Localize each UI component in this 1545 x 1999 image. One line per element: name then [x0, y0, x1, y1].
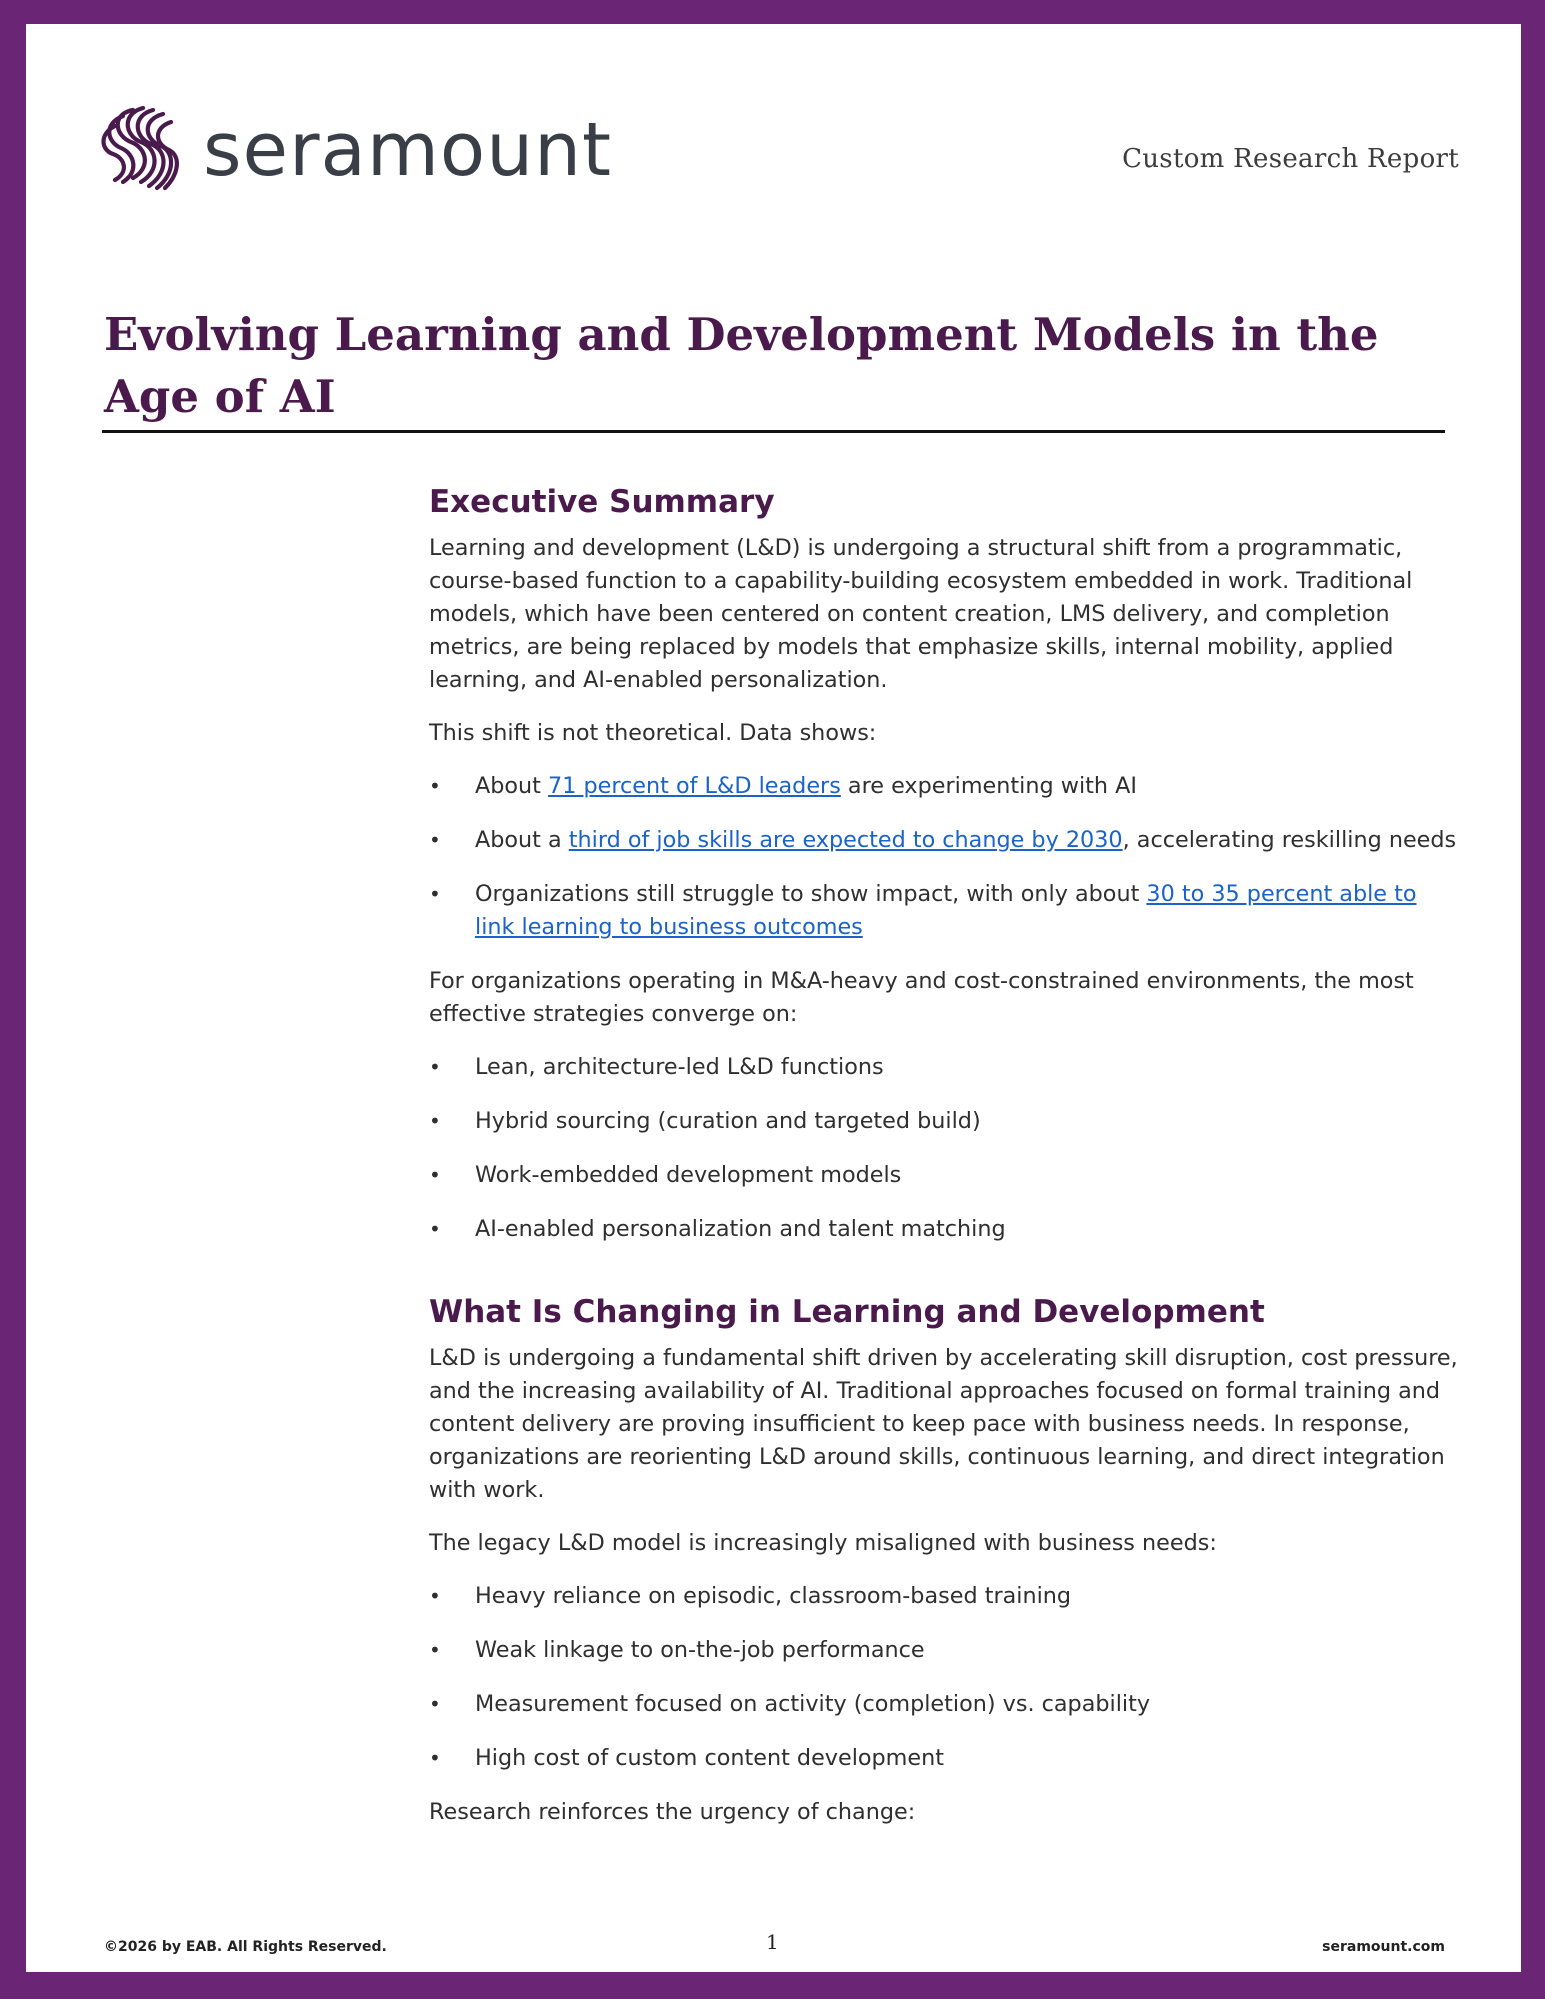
bullet-icon: •: [429, 1692, 441, 1716]
list-item: • AI-enabled personalization and talent matching: [429, 1213, 1459, 1246]
data-points-list: [429, 770, 1459, 944]
list-item: • About a third of job skills are expected to change by 2030, accelerating reskilling needs: [429, 824, 1459, 857]
bullet-icon: •: [429, 1746, 441, 1770]
stat-link-business-outcomes[interactable]: 30 to 35 percent able to link learning to business outcomes: [475, 881, 1417, 940]
list-item: • Heavy reliance on episodic, classroom-based training: [429, 1580, 1459, 1613]
data-intro-paragraph: This shift is not theoretical. Data shows:: [429, 720, 877, 746]
stat-link-ai-experimenting[interactable]: 71 percent of L&D leaders: [548, 773, 841, 799]
list-item: • Lean, architecture-led L&D functions: [429, 1051, 1459, 1084]
bullet-icon: •: [429, 1638, 441, 1662]
bullet-icon: •: [429, 1584, 441, 1608]
footer-copyright: ©2026 by EAB. All Rights Reserved.: [104, 1939, 387, 1955]
bullet-icon: •: [429, 774, 441, 798]
legacy-issues-list: [429, 1580, 1459, 1775]
footer-website: seramount.com: [1322, 1939, 1445, 1955]
list-item: • Hybrid sourcing (curation and targeted build): [429, 1105, 1459, 1138]
legacy-model-intro-paragraph: The legacy L&D model is increasingly misaligned with business needs:: [429, 1530, 1217, 1556]
document-title: Evolving Learning and Development Models in the Age of AI: [104, 308, 1379, 423]
list-item: • Measurement focused on activity (completion) vs. capability: [429, 1688, 1459, 1721]
list-item: • Weak linkage to on-the-job performance: [429, 1634, 1459, 1667]
stat-link-job-skills-change[interactable]: third of job skills are expected to change by 2030: [568, 827, 1123, 853]
brand-name: seramount: [203, 107, 613, 193]
strategies-intro-paragraph: For organizations operating in M&A-heavy and cost-constrained environments, the most effective strategies converge on:: [429, 968, 1414, 1027]
bullet-icon: •: [429, 1055, 441, 1079]
list-item: • Organizations still struggle to show impact, with only about 30 to 35 percent able to link learning to business outcomes: [429, 878, 1459, 944]
bullet-icon: •: [429, 882, 441, 906]
list-item: • High cost of custom content development: [429, 1742, 1459, 1775]
bullet-icon: •: [429, 1109, 441, 1133]
changing-section-heading: What Is Changing in Learning and Development: [429, 1294, 1265, 1330]
research-urgency-paragraph: Research reinforces the urgency of change:: [429, 1799, 916, 1825]
changing-section-paragraph: L&D is undergoing a fundamental shift driven by accelerating skill disruption, cost pressure, and the increasing availability of AI. Traditional approaches focused on formal training and content delivery are proving insufficient to keep pace with business needs. In response, organizations are reorienting L&D around skills, continuous learning, and direct integration with work.: [429, 1345, 1458, 1503]
list-item: • Work-embedded development models: [429, 1159, 1459, 1192]
brand-logo: [93, 90, 612, 210]
bullet-icon: •: [429, 1163, 441, 1187]
page-number: 1: [766, 1930, 779, 1954]
report-type-label: Custom Research Report: [1122, 144, 1459, 174]
strategies-list: [429, 1051, 1459, 1246]
document-page: [26, 24, 1521, 1972]
bullet-icon: •: [429, 1217, 441, 1241]
executive-summary-heading: Executive Summary: [429, 484, 775, 520]
seramount-logo-icon: [93, 102, 189, 198]
report-body: [429, 480, 1459, 1849]
title-divider: [102, 430, 1445, 433]
list-item: • About 71 percent of L&D leaders are experimenting with AI: [429, 770, 1459, 803]
bullet-icon: •: [429, 828, 441, 852]
executive-summary-paragraph: Learning and development (L&D) is undergoing a structural shift from a programmatic, course-based function to a capability-building ecosystem embedded in work. Traditional models, which have been centered on content creation, LMS delivery, and completion metrics, are being replaced by models that emphasize skills, internal mobility, applied learning, and AI-enabled personalization.: [429, 535, 1413, 693]
